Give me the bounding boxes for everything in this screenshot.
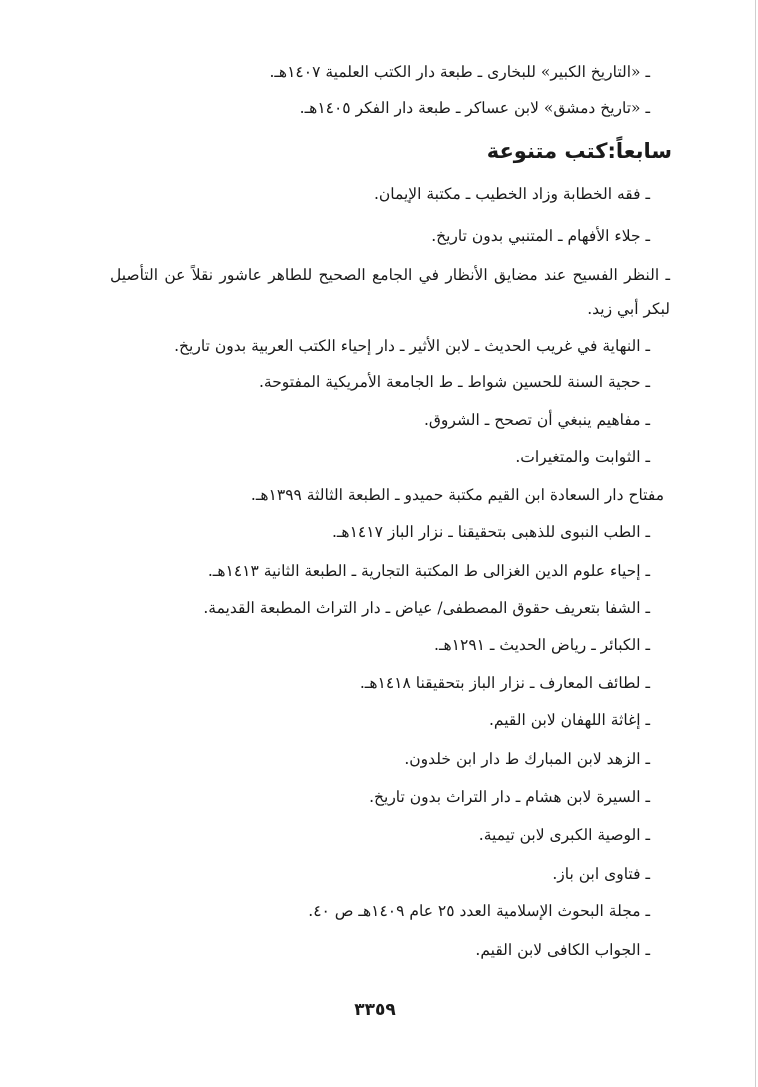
reference-line: ـ لطائف المعارف ـ نزار الباز بتحقيقنا ١٤١٨هـ. — [359, 674, 650, 692]
reference-line: ـ الشفا بتعريف حقوق المصطفى/ عياض ـ دار التراث المطبعة القديمة. — [203, 599, 650, 617]
reference-line: ـ الكبائر ـ رياض الحديث ـ ١٢٩١هـ. — [434, 636, 650, 654]
reference-line: ـ النهاية في غريب الحديث ـ لابن الأثير ـ دار إحياء الكتب العربية بدون تاريخ. — [174, 337, 650, 355]
reference-line: ـ جلاء الأفهام ـ المتنبي بدون تاريخ. — [431, 227, 650, 245]
reference-line: مفتاح دار السعادة ابن القيم مكتبة حميدو ـ الطبعة الثالثة ١٣٩٩هـ. — [250, 486, 664, 504]
reference-line: ـ حجية السنة للحسين شواط ـ ط الجامعة الأمريكية المفتوحة. — [258, 373, 650, 391]
reference-line: ـ إغاثة اللهفان لابن القيم. — [488, 711, 650, 729]
reference-line: ـ الوصية الكبرى لابن تيمية. — [478, 826, 650, 844]
reference-line: ـ السيرة لابن هشام ـ دار التراث بدون تاريخ. — [369, 788, 650, 806]
reference-line: ـ الطب النبوى للذهبى بتحقيقنا ـ نزار الباز ١٤١٧هـ. — [331, 523, 650, 541]
reference-line: ـ الجواب الكافى لابن القيم. — [475, 941, 650, 959]
reference-line: ـ مجلة البحوث الإسلامية العدد ٢٥ عام ١٤٠٩هـ ص ٤٠. — [308, 902, 650, 920]
scan-edge-line — [755, 0, 756, 1087]
reference-line: ـ الثوابت والمتغيرات. — [515, 448, 650, 466]
reference-line: ـ فتاوى ابن باز. — [552, 865, 650, 883]
reference-line: ـ «التاريخ الكبير» للبخارى ـ طبعة دار الكتب العلمية ١٤٠٧هـ. — [269, 63, 650, 81]
reference-line: ـ إحياء علوم الدين الغزالى ط المكتبة التجارية ـ الطبعة الثانية ١٤١٣هـ. — [207, 562, 650, 580]
reference-line: ـ فقه الخطابة وزاد الخطيب ـ مكتبة الإيمان. — [373, 185, 650, 203]
reference-line: ـ مفاهيم ينبغي أن تصحح ـ الشروق. — [423, 411, 650, 429]
section-heading: سابعاً:كتب متنوعة — [486, 139, 672, 163]
reference-line: ـ «تاريخ دمشق» لابن عساكر ـ طبعة دار الفكر ١٤٠٥هـ. — [299, 99, 650, 117]
reference-line: ـ الزهد لابن المبارك ط دار ابن خلدون. — [404, 750, 650, 768]
page-number: ٣٣٥٩ — [354, 1000, 396, 1020]
reference-line-multiline: ـ النظر الفسيح عند مضايق الأنظار في الجامع الصحيح للطاهر عاشور نقلاً عن التأصيل لبكر أبي زيد. — [110, 266, 670, 318]
